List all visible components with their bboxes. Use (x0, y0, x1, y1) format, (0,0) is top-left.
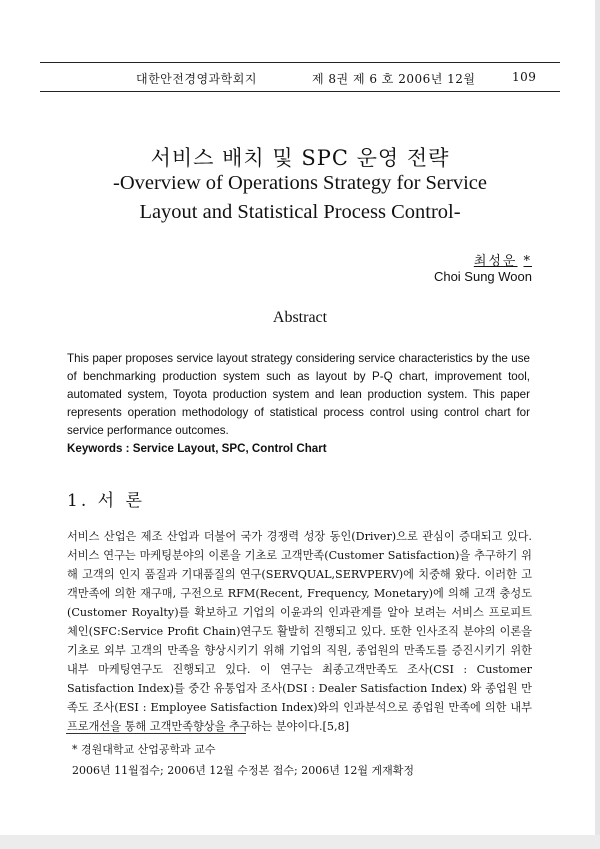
section-heading: 1. 서 론 (67, 491, 145, 511)
abstract-block (67, 350, 530, 458)
journal-name: 대한안전경영과학회지 (136, 72, 257, 86)
abstract-heading: Abstract (272, 309, 328, 326)
footnote-affiliation: * 경원대학교 산업공학과 교수 (72, 743, 216, 756)
scan-edge-right (595, 0, 600, 849)
author-korean-name: 최성운 (473, 254, 518, 269)
title-english-line2: Layout and Statistical Process Control- (139, 201, 461, 223)
header-bottom-rule (40, 91, 560, 92)
author-english: Choi Sung Woon (433, 269, 532, 284)
page-number: 109 (512, 70, 537, 84)
title-english-line1: -Overview of Operations Strategy for Service (113, 172, 487, 194)
author-korean (474, 250, 532, 269)
keywords: Keywords : Service Layout, SPC, Control Chart (67, 442, 327, 455)
header-top-rule (40, 62, 560, 63)
introduction-paragraph: 서비스 산업은 제조 산업과 더불어 국가 경쟁력 성장 동인(Driver)으로 관심이 증대되고 있다. 서비스 연구는 마케팅분야의 이론을 기초로 고객만족(Customer Satisfaction)을 추구하기 위해 고객의 인지 품질과 기대품질의 연구(SERVQUAL,SERVPERV)에 치중해 왔다. 이러한 고객만족에 의한 재구매, 구전으로 RFM(Recent, Frequency, Monetary)에 의해 고객 충성도(Customer Royalty)를 확보하고 기업의 이윤과의 인과관계를 알아 보려는 서비스 프로피트 체인(SFC:Service Profit Chain)연구도 활발히 진행되고 있다. 또한 인사조직 분야의 이론을 기초로 외부 고객의 만족을 향상시키기 위해 기업의 직원, 종업원의 만족도를 증진시키기 위한 내부 마케팅연구도 진행되고 있다. 이 연구는 최종고객만족도 조사(CSI : Customer Satisfaction Index)를 중간 유통업자 조사(DSI : Dealer Satisfaction Index) 와 종업원 만족도 조사(ESI : Employee Satisfaction Index)와의 인과분석으로 종업원 만족에 의한 내부 프로개선을 통해 고객만족향상을 추구하는 분야이다.[5,8] (67, 530, 532, 733)
author-footnote-mark: * (523, 254, 532, 269)
scan-edge-bottom (0, 835, 600, 849)
footnote-dates: 2006년 11월접수; 2006년 12월 수정본 접수; 2006년 12월 게재확정 (72, 764, 414, 777)
footnote-rule (66, 733, 246, 734)
abstract-text: This paper proposes service layout strategy considering service characteristics by the use of benchmarking production system such as layout by P-Q chart, improvement tool, automated system, Toyota production system and lean production system. This paper represents operation methodology of statistical process control using control chart for service performance outcomes. (67, 352, 530, 437)
issue-info: 제 8권 제 6 호 2006년 12월 (312, 72, 476, 86)
title-korean: 서비스 배치 및 SPC 운영 전략 (150, 146, 450, 170)
